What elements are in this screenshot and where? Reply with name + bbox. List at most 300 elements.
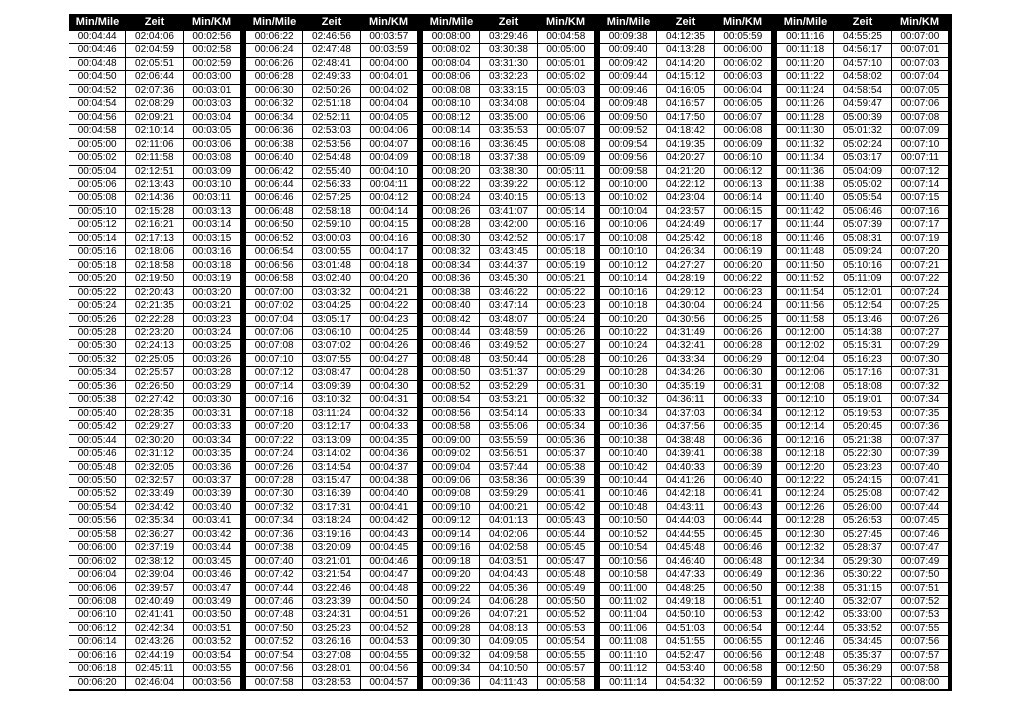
min-per-mile-cell: 00:08:18 <box>423 152 479 164</box>
min-per-km-cell: 00:05:52 <box>538 609 594 621</box>
zeit-cell: 04:20:27 <box>657 152 713 164</box>
min-per-km-cell: 00:07:05 <box>892 85 948 97</box>
table-row <box>600 246 771 258</box>
min-per-mile-cell: 00:08:52 <box>423 381 479 393</box>
zeit-cell: 03:51:37 <box>480 367 536 379</box>
min-per-km-cell: 00:02:58 <box>184 44 240 56</box>
min-per-mile-cell: 00:10:06 <box>600 219 656 231</box>
min-per-mile-cell: 00:09:18 <box>423 556 479 568</box>
min-per-mile-cell: 00:09:12 <box>423 515 479 527</box>
min-per-mile-cell: 00:06:28 <box>246 71 302 83</box>
min-per-km-cell: 00:03:26 <box>184 354 240 366</box>
min-per-km-cell: 00:03:24 <box>184 327 240 339</box>
table-row <box>423 206 594 218</box>
zeit-cell: 02:43:26 <box>126 636 182 648</box>
table-row <box>69 556 240 568</box>
zeit-cell: 04:38:48 <box>657 435 713 447</box>
zeit-cell: 04:08:13 <box>480 623 536 635</box>
table-row <box>69 192 240 204</box>
min-per-mile-cell: 00:05:54 <box>69 502 125 514</box>
zeit-cell: 05:26:53 <box>834 515 890 527</box>
table-row <box>600 166 771 178</box>
min-per-mile-cell: 00:06:08 <box>69 596 125 608</box>
zeit-cell: 04:59:47 <box>834 98 890 110</box>
min-per-km-cell: 00:03:25 <box>184 340 240 352</box>
min-per-km-cell: 00:06:03 <box>715 71 771 83</box>
table-row <box>246 139 417 151</box>
zeit-cell: 05:19:01 <box>834 394 890 406</box>
table-row <box>246 179 417 191</box>
min-per-mile-cell: 00:11:30 <box>777 125 833 137</box>
min-per-km-cell: 00:03:29 <box>184 381 240 393</box>
table-row <box>69 166 240 178</box>
min-per-mile-cell: 00:12:34 <box>777 556 833 568</box>
min-per-km-cell: 00:05:49 <box>538 583 594 595</box>
min-per-mile-cell: 00:08:30 <box>423 233 479 245</box>
min-per-mile-cell: 00:08:42 <box>423 314 479 326</box>
min-per-mile-cell: 00:06:44 <box>246 179 302 191</box>
min-per-mile-cell: 00:08:38 <box>423 287 479 299</box>
min-per-km-cell: 00:03:46 <box>184 569 240 581</box>
table-row <box>69 233 240 245</box>
zeit-cell: 03:42:00 <box>480 219 536 231</box>
zeit-cell: 03:21:01 <box>303 556 359 568</box>
min-per-mile-cell: 00:08:34 <box>423 260 479 272</box>
min-per-km-cell: 00:03:52 <box>184 636 240 648</box>
table-row <box>423 609 594 621</box>
zeit-cell: 02:37:19 <box>126 542 182 554</box>
zeit-cell: 04:23:57 <box>657 206 713 218</box>
min-per-km-cell: 00:07:20 <box>892 246 948 258</box>
min-per-mile-cell: 00:12:46 <box>777 636 833 648</box>
min-per-km-cell: 00:05:22 <box>538 287 594 299</box>
min-per-mile-cell: 00:07:34 <box>246 515 302 527</box>
table-row <box>777 260 948 272</box>
min-per-km-cell: 00:03:01 <box>184 85 240 97</box>
column-header: Zeit <box>675 16 696 28</box>
min-per-mile-cell: 00:07:06 <box>246 327 302 339</box>
zeit-cell: 02:45:11 <box>126 663 182 675</box>
zeit-cell: 03:16:39 <box>303 488 359 500</box>
table-row <box>246 31 417 43</box>
min-per-mile-cell: 00:04:48 <box>69 58 125 70</box>
table-row <box>777 529 948 541</box>
min-per-km-cell: 00:04:53 <box>361 636 417 648</box>
zeit-cell: 05:10:16 <box>834 260 890 272</box>
min-per-km-cell: 00:07:47 <box>892 542 948 554</box>
zeit-cell: 04:18:42 <box>657 125 713 137</box>
zeit-cell: 04:36:11 <box>657 394 713 406</box>
table-row <box>69 85 240 97</box>
table-row <box>423 354 594 366</box>
min-per-km-cell: 00:03:49 <box>184 596 240 608</box>
table-row <box>777 233 948 245</box>
min-per-mile-cell: 00:07:16 <box>246 394 302 406</box>
min-per-mile-cell: 00:05:48 <box>69 462 125 474</box>
min-per-mile-cell: 00:06:58 <box>246 273 302 285</box>
zeit-cell: 04:43:11 <box>657 502 713 514</box>
zeit-cell: 05:33:00 <box>834 609 890 621</box>
min-per-km-cell: 00:04:38 <box>361 475 417 487</box>
table-row <box>777 300 948 312</box>
zeit-cell: 05:24:15 <box>834 475 890 487</box>
min-per-mile-cell: 00:04:56 <box>69 112 125 124</box>
min-per-km-cell: 00:03:28 <box>184 367 240 379</box>
min-per-km-cell: 00:04:15 <box>361 219 417 231</box>
min-per-mile-cell: 00:07:56 <box>246 663 302 675</box>
table-row <box>69 300 240 312</box>
zeit-cell: 04:57:10 <box>834 58 890 70</box>
min-per-mile-cell: 00:11:16 <box>777 31 833 43</box>
zeit-cell: 04:51:03 <box>657 623 713 635</box>
min-per-km-cell: 00:05:37 <box>538 448 594 460</box>
table-row <box>777 663 948 675</box>
min-per-mile-cell: 00:06:48 <box>246 206 302 218</box>
min-per-mile-cell: 00:05:20 <box>69 273 125 285</box>
zeit-cell: 02:39:57 <box>126 583 182 595</box>
zeit-cell: 02:26:50 <box>126 381 182 393</box>
min-per-mile-cell: 00:11:58 <box>777 314 833 326</box>
zeit-cell: 02:32:57 <box>126 475 182 487</box>
zeit-cell: 03:56:51 <box>480 448 536 460</box>
table-row <box>69 421 240 433</box>
zeit-cell: 04:07:21 <box>480 609 536 621</box>
min-per-km-cell: 00:07:06 <box>892 98 948 110</box>
zeit-cell: 02:55:40 <box>303 166 359 178</box>
zeit-cell: 05:13:46 <box>834 314 890 326</box>
min-per-km-cell: 00:05:55 <box>538 650 594 662</box>
min-per-mile-cell: 00:09:16 <box>423 542 479 554</box>
table-row <box>246 152 417 164</box>
min-per-km-cell: 00:03:39 <box>184 488 240 500</box>
min-per-mile-cell: 00:12:22 <box>777 475 833 487</box>
column-header: Min/KM <box>899 16 940 28</box>
min-per-mile-cell: 00:10:38 <box>600 435 656 447</box>
zeit-cell: 02:46:04 <box>126 677 182 689</box>
min-per-km-cell: 00:05:07 <box>538 125 594 137</box>
table-row <box>423 58 594 70</box>
min-per-mile-cell: 00:05:30 <box>69 340 125 352</box>
min-per-mile-cell: 00:05:50 <box>69 475 125 487</box>
min-per-mile-cell: 00:11:44 <box>777 219 833 231</box>
min-per-km-cell: 00:07:17 <box>892 219 948 231</box>
min-per-km-cell: 00:05:33 <box>538 408 594 420</box>
table-row <box>246 192 417 204</box>
min-per-mile-cell: 00:07:40 <box>246 556 302 568</box>
min-per-km-cell: 00:06:38 <box>715 448 771 460</box>
min-per-km-cell: 00:04:28 <box>361 367 417 379</box>
table-row <box>777 327 948 339</box>
column-header: Zeit <box>144 16 165 28</box>
zeit-cell: 02:36:27 <box>126 529 182 541</box>
zeit-cell: 02:18:58 <box>126 260 182 272</box>
zeit-cell: 04:34:26 <box>657 367 713 379</box>
zeit-cell: 02:16:21 <box>126 219 182 231</box>
table-row <box>423 246 594 258</box>
min-per-km-cell: 00:07:57 <box>892 650 948 662</box>
zeit-cell: 05:01:32 <box>834 125 890 137</box>
min-per-km-cell: 00:03:15 <box>184 233 240 245</box>
table-row <box>423 421 594 433</box>
table-row <box>246 340 417 352</box>
table-row <box>246 636 417 648</box>
min-per-mile-cell: 00:05:36 <box>69 381 125 393</box>
zeit-cell: 03:28:01 <box>303 663 359 675</box>
table-row <box>246 650 417 662</box>
min-per-mile-cell: 00:09:26 <box>423 609 479 621</box>
min-per-mile-cell: 00:08:06 <box>423 71 479 83</box>
zeit-cell: 03:38:30 <box>480 166 536 178</box>
zeit-cell: 03:18:24 <box>303 515 359 527</box>
table-row <box>246 663 417 675</box>
table-row <box>777 71 948 83</box>
zeit-cell: 05:02:24 <box>834 139 890 151</box>
table-row <box>600 152 771 164</box>
min-per-mile-cell: 00:05:32 <box>69 354 125 366</box>
min-per-km-cell: 00:05:43 <box>538 515 594 527</box>
min-per-km-cell: 00:06:46 <box>715 542 771 554</box>
zeit-cell: 05:12:54 <box>834 300 890 312</box>
zeit-cell: 04:25:42 <box>657 233 713 245</box>
table-row <box>423 636 594 648</box>
min-per-km-cell: 00:04:18 <box>361 260 417 272</box>
table-row <box>246 609 417 621</box>
min-per-km-cell: 00:05:09 <box>538 152 594 164</box>
table-row <box>246 287 417 299</box>
zeit-cell: 04:17:50 <box>657 112 713 124</box>
min-per-km-cell: 00:07:31 <box>892 367 948 379</box>
table-row <box>246 677 417 689</box>
pace-block <box>777 14 948 691</box>
min-per-mile-cell: 00:07:22 <box>246 435 302 447</box>
min-per-mile-cell: 00:10:40 <box>600 448 656 460</box>
min-per-mile-cell: 00:10:46 <box>600 488 656 500</box>
min-per-km-cell: 00:03:11 <box>184 192 240 204</box>
min-per-mile-cell: 00:08:32 <box>423 246 479 258</box>
min-per-mile-cell: 00:06:24 <box>246 44 302 56</box>
zeit-cell: 04:40:33 <box>657 462 713 474</box>
min-per-mile-cell: 00:11:26 <box>777 98 833 110</box>
zeit-cell: 03:49:52 <box>480 340 536 352</box>
table-row <box>600 609 771 621</box>
zeit-cell: 04:33:34 <box>657 354 713 366</box>
min-per-km-cell: 00:05:58 <box>538 677 594 689</box>
min-per-km-cell: 00:06:35 <box>715 421 771 433</box>
column-header: Min/KM <box>722 16 763 28</box>
min-per-mile-cell: 00:11:04 <box>600 609 656 621</box>
zeit-cell: 02:28:35 <box>126 408 182 420</box>
zeit-cell: 04:30:56 <box>657 314 713 326</box>
min-per-mile-cell: 00:11:28 <box>777 112 833 124</box>
zeit-cell: 03:28:53 <box>303 677 359 689</box>
min-per-km-cell: 00:07:49 <box>892 556 948 568</box>
min-per-mile-cell: 00:07:52 <box>246 636 302 648</box>
min-per-km-cell: 00:07:14 <box>892 179 948 191</box>
table-row <box>246 71 417 83</box>
zeit-cell: 04:01:13 <box>480 515 536 527</box>
zeit-cell: 03:24:31 <box>303 609 359 621</box>
zeit-cell: 04:16:57 <box>657 98 713 110</box>
zeit-cell: 05:16:23 <box>834 354 890 366</box>
table-row <box>777 44 948 56</box>
zeit-cell: 03:20:09 <box>303 542 359 554</box>
zeit-cell: 03:43:45 <box>480 246 536 258</box>
table-row <box>423 435 594 447</box>
min-per-km-cell: 00:05:59 <box>715 31 771 43</box>
table-row <box>246 273 417 285</box>
min-per-mile-cell: 00:10:00 <box>600 179 656 191</box>
min-per-km-cell: 00:06:51 <box>715 596 771 608</box>
table-row <box>423 556 594 568</box>
table-row <box>600 31 771 43</box>
pace-block <box>600 14 771 691</box>
table-row <box>777 85 948 97</box>
zeit-cell: 04:55:25 <box>834 31 890 43</box>
min-per-mile-cell: 00:11:02 <box>600 596 656 608</box>
table-row <box>246 556 417 568</box>
table-row <box>246 44 417 56</box>
zeit-cell: 03:02:40 <box>303 273 359 285</box>
zeit-cell: 04:06:28 <box>480 596 536 608</box>
min-per-mile-cell: 00:05:04 <box>69 166 125 178</box>
column-header-row <box>600 14 771 30</box>
min-per-mile-cell: 00:06:50 <box>246 219 302 231</box>
zeit-cell: 05:34:45 <box>834 636 890 648</box>
zeit-cell: 03:42:52 <box>480 233 536 245</box>
zeit-cell: 05:00:39 <box>834 112 890 124</box>
zeit-cell: 03:55:06 <box>480 421 536 433</box>
zeit-cell: 02:53:56 <box>303 139 359 151</box>
zeit-cell: 05:09:24 <box>834 246 890 258</box>
min-per-km-cell: 00:06:14 <box>715 192 771 204</box>
zeit-cell: 03:14:54 <box>303 462 359 474</box>
table-row <box>777 98 948 110</box>
table-row <box>600 408 771 420</box>
table-row <box>246 354 417 366</box>
zeit-cell: 05:11:09 <box>834 273 890 285</box>
min-per-mile-cell: 00:10:14 <box>600 273 656 285</box>
min-per-mile-cell: 00:05:28 <box>69 327 125 339</box>
table-row <box>246 233 417 245</box>
column-header: Zeit <box>852 16 873 28</box>
min-per-km-cell: 00:07:11 <box>892 152 948 164</box>
min-per-km-cell: 00:05:38 <box>538 462 594 474</box>
zeit-cell: 04:42:18 <box>657 488 713 500</box>
zeit-cell: 03:44:37 <box>480 260 536 272</box>
zeit-cell: 04:30:04 <box>657 300 713 312</box>
min-per-mile-cell: 00:12:40 <box>777 596 833 608</box>
table-row <box>246 314 417 326</box>
min-per-km-cell: 00:04:26 <box>361 340 417 352</box>
min-per-mile-cell: 00:08:26 <box>423 206 479 218</box>
min-per-mile-cell: 00:11:22 <box>777 71 833 83</box>
zeit-cell: 02:04:06 <box>126 31 182 43</box>
table-row <box>600 596 771 608</box>
min-per-mile-cell: 00:11:24 <box>777 85 833 97</box>
table-row <box>69 515 240 527</box>
column-header: Zeit <box>321 16 342 28</box>
min-per-mile-cell: 00:10:28 <box>600 367 656 379</box>
zeit-cell: 04:10:50 <box>480 663 536 675</box>
table-row <box>777 367 948 379</box>
min-per-km-cell: 00:07:42 <box>892 488 948 500</box>
min-per-mile-cell: 00:05:38 <box>69 394 125 406</box>
min-per-km-cell: 00:07:37 <box>892 435 948 447</box>
min-per-km-cell: 00:06:36 <box>715 435 771 447</box>
table-row <box>69 206 240 218</box>
min-per-mile-cell: 00:07:58 <box>246 677 302 689</box>
min-per-km-cell: 00:06:33 <box>715 394 771 406</box>
min-per-km-cell: 00:03:21 <box>184 300 240 312</box>
column-header-row <box>69 14 240 30</box>
min-per-mile-cell: 00:10:56 <box>600 556 656 568</box>
min-per-km-cell: 00:04:20 <box>361 273 417 285</box>
table-row <box>600 58 771 70</box>
min-per-mile-cell: 00:05:14 <box>69 233 125 245</box>
column-header: Zeit <box>498 16 519 28</box>
min-per-mile-cell: 00:12:24 <box>777 488 833 500</box>
zeit-cell: 03:07:02 <box>303 340 359 352</box>
zeit-cell: 03:00:03 <box>303 233 359 245</box>
table-row <box>777 166 948 178</box>
min-per-mile-cell: 00:11:48 <box>777 246 833 258</box>
min-per-km-cell: 00:05:41 <box>538 488 594 500</box>
zeit-cell: 03:55:59 <box>480 435 536 447</box>
zeit-cell: 05:20:45 <box>834 421 890 433</box>
min-per-km-cell: 00:07:16 <box>892 206 948 218</box>
table-row <box>69 367 240 379</box>
table-row <box>423 179 594 191</box>
zeit-cell: 03:31:30 <box>480 58 536 70</box>
min-per-mile-cell: 00:09:30 <box>423 636 479 648</box>
min-per-km-cell: 00:07:35 <box>892 408 948 420</box>
min-per-km-cell: 00:04:30 <box>361 381 417 393</box>
zeit-cell: 02:58:18 <box>303 206 359 218</box>
zeit-cell: 02:41:41 <box>126 609 182 621</box>
zeit-cell: 03:30:38 <box>480 44 536 56</box>
table-row <box>246 58 417 70</box>
min-per-km-cell: 00:07:04 <box>892 71 948 83</box>
table-row <box>600 448 771 460</box>
column-header: Min/Mile <box>606 16 651 28</box>
zeit-cell: 03:01:48 <box>303 260 359 272</box>
table-row <box>600 367 771 379</box>
zeit-cell: 03:34:08 <box>480 98 536 110</box>
table-row <box>777 314 948 326</box>
min-per-km-cell: 00:05:39 <box>538 475 594 487</box>
table-row <box>777 408 948 420</box>
min-per-km-cell: 00:07:25 <box>892 300 948 312</box>
min-per-mile-cell: 00:08:00 <box>423 31 479 43</box>
table-row <box>246 125 417 137</box>
min-per-mile-cell: 00:05:58 <box>69 529 125 541</box>
table-row <box>777 677 948 689</box>
min-per-km-cell: 00:05:06 <box>538 112 594 124</box>
table-row <box>246 623 417 635</box>
min-per-mile-cell: 00:07:36 <box>246 529 302 541</box>
zeit-cell: 04:15:12 <box>657 71 713 83</box>
min-per-mile-cell: 00:12:36 <box>777 569 833 581</box>
zeit-cell: 02:59:10 <box>303 219 359 231</box>
min-per-mile-cell: 00:09:06 <box>423 475 479 487</box>
min-per-mile-cell: 00:11:38 <box>777 179 833 191</box>
min-per-mile-cell: 00:07:08 <box>246 340 302 352</box>
min-per-mile-cell: 00:11:06 <box>600 623 656 635</box>
zeit-cell: 05:22:30 <box>834 448 890 460</box>
zeit-cell: 03:46:22 <box>480 287 536 299</box>
min-per-mile-cell: 00:06:34 <box>246 112 302 124</box>
min-per-mile-cell: 00:10:04 <box>600 206 656 218</box>
